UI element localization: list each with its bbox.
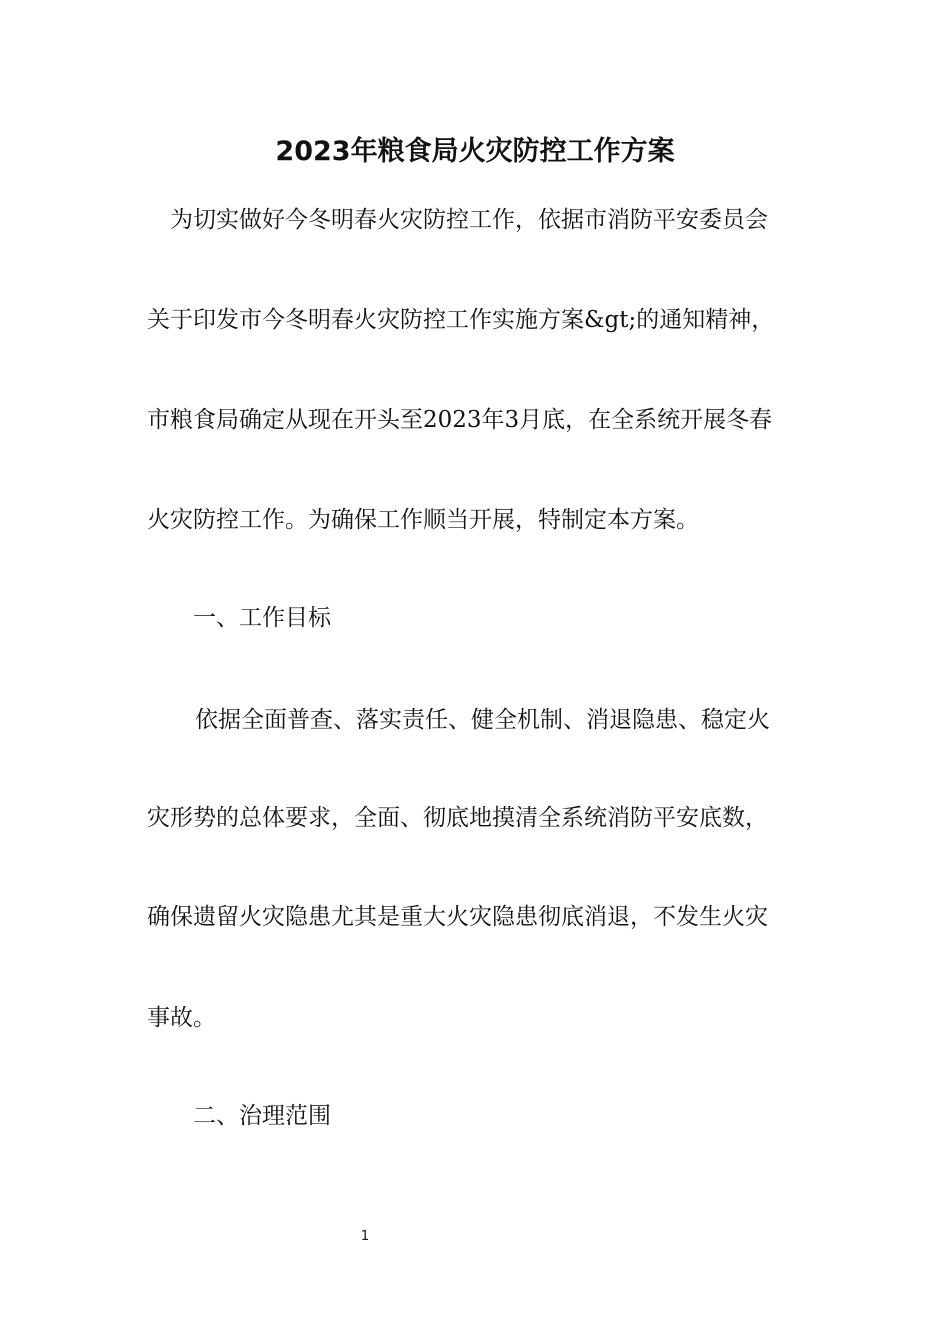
paragraph-2-line-1: 依据全面普查、落实责任、健全机制、消退隐患、稳定火 [195, 707, 770, 733]
paragraph-1-line-1: 为切实做好今冬明春火灾防控工作，依据市消防平安委员会 [170, 207, 768, 233]
section-heading-work-goals: 一、工作目标 [193, 605, 331, 631]
page-number: 1 [360, 1229, 370, 1244]
section-heading-scope: 二、治理范围 [193, 1103, 331, 1129]
paragraph-1-line-4: 火灾防控工作。为确保工作顺当开展，特制定本方案。 [147, 507, 699, 533]
paragraph-2-line-4: 事故。 [147, 1005, 216, 1031]
paragraph-1-line-3: 市粮食局确定从现在开头至2023年3月底，在全系统开展冬春 [147, 407, 773, 433]
paragraph-1-line-2: 关于印发市今冬明春火灾防控工作实施方案&gt;的通知精神， [147, 307, 775, 333]
document-title: 2023年粮食局火灾防控工作方案 [275, 136, 675, 167]
paragraph-2-line-3: 确保遗留火灾隐患尤其是重大火灾隐患彻底消退，不发生火灾 [147, 904, 768, 930]
paragraph-2-line-2: 灾形势的总体要求，全面、彻底地摸清全系统消防平安底数， [147, 805, 768, 831]
